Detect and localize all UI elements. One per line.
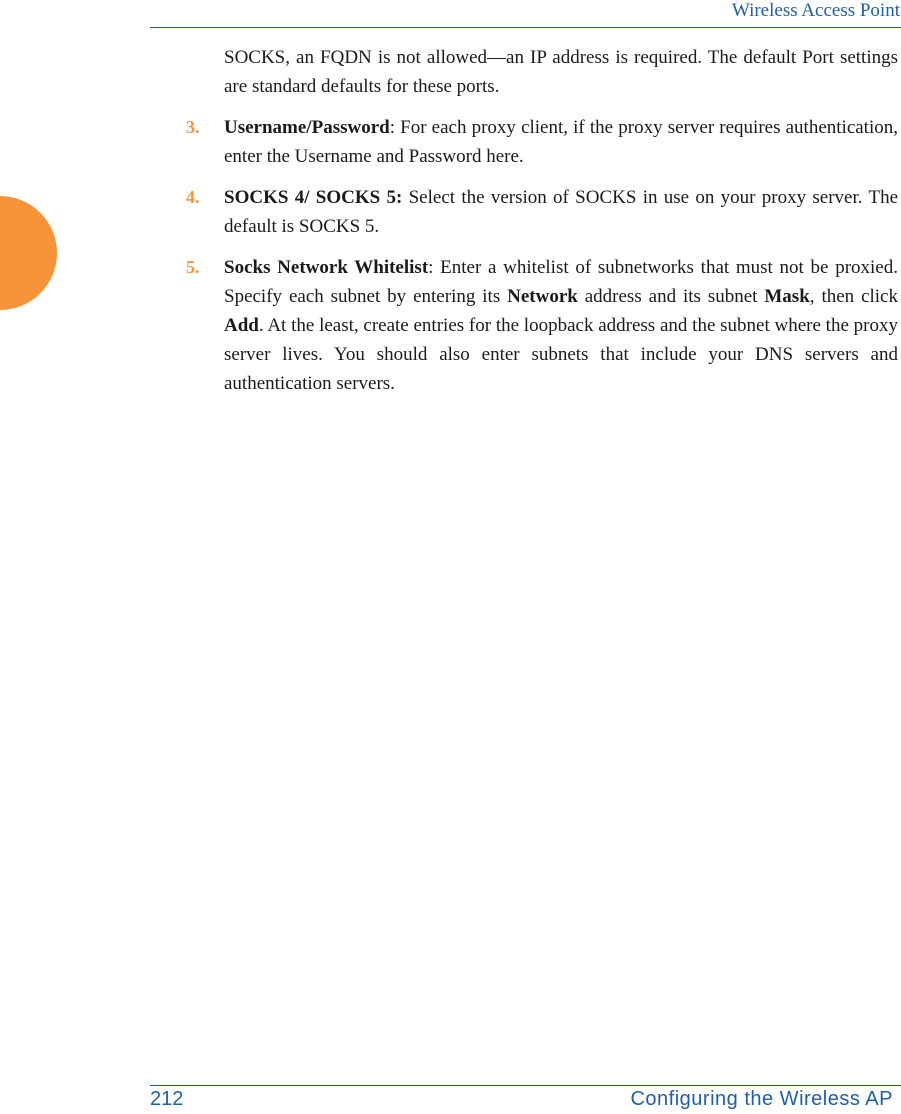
list-item-5 xyxy=(186,253,898,398)
list-number: 4. xyxy=(186,187,200,207)
running-header-title: Wireless Access Point xyxy=(731,0,900,21)
main-content xyxy=(186,43,899,398)
term-socks-version: SOCKS 4/ SOCKS 5: xyxy=(224,187,403,208)
term-add: Add xyxy=(224,315,259,336)
list-item-text xyxy=(224,253,898,398)
page-number: 212 xyxy=(150,1088,184,1110)
item-description: : For each proxy client, if the proxy server requires authentication, enter the Username and Password here. xyxy=(224,117,898,167)
list-item-text xyxy=(224,113,898,171)
term-mask: Mask xyxy=(764,286,810,307)
footer-rule xyxy=(150,1085,901,1086)
item-description: , then click xyxy=(809,286,898,307)
term-socks-whitelist: Socks Network Whitelist xyxy=(224,257,429,278)
item-description: Select the version of SOCKS in use on your proxy server. The default is SOCKS 5. xyxy=(224,187,899,237)
list-item-text xyxy=(224,183,898,241)
list-item-3 xyxy=(186,113,898,171)
list-number: 3. xyxy=(186,117,200,137)
item-description: . At the least, create entries for the loopback address and the subnet where the proxy server lives. You should also enter subnets that include your DNS servers and authentication servers. xyxy=(224,315,898,394)
term-network: Network xyxy=(507,286,578,307)
item-description: address and its subnet xyxy=(577,286,765,307)
list-item-4 xyxy=(186,183,899,241)
list-number: 5. xyxy=(186,257,200,277)
footer-chapter-title: Configuring the Wireless AP xyxy=(630,1088,893,1110)
item-description: : Enter a whitelist of subnetworks that must not be proxied. Specify each subnet by entering its xyxy=(224,257,898,307)
header-rule xyxy=(150,27,901,28)
continuation-paragraph: SOCKS, an FQDN is not allowed—an IP address is required. The default Port settings are standard defaults for these ports. xyxy=(224,47,898,97)
term-username-password: Username/Password xyxy=(224,117,390,138)
chapter-thumb-tab xyxy=(0,196,57,310)
